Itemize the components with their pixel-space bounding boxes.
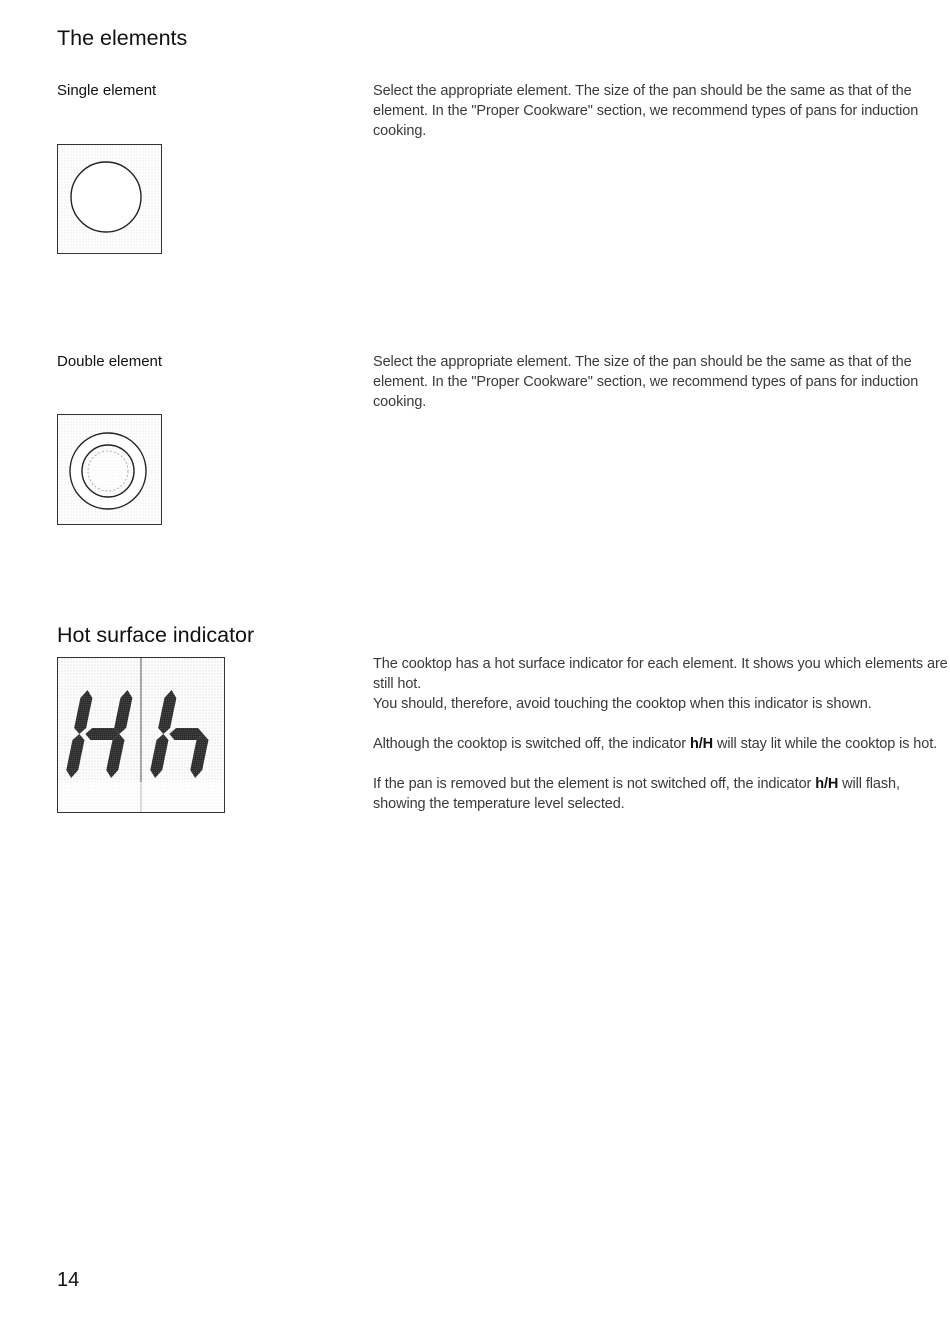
hot-surface-paragraph-3: If the pan is removed but the element is not switched off, the indicator h/H will flash, showing the temperature level selected. [373, 776, 900, 812]
indicator-symbol: h/H [815, 776, 839, 792]
indicator-symbol: h/H [689, 736, 714, 752]
hot-surface-indicator-figure [57, 657, 225, 813]
double-element-label: Double element [57, 353, 163, 370]
section-title-hot-surface: Hot surface indicator [57, 623, 255, 647]
hot-surface-display-icon [58, 658, 224, 812]
section-title-elements: The elements [57, 26, 188, 50]
hot-surface-text [373, 654, 948, 814]
double-element-figure [57, 414, 162, 525]
page-number: 14 [57, 1269, 80, 1291]
double-ring-icon [58, 415, 161, 524]
hot-surface-paragraph-1b: You should, therefore, avoid touching the cooktop when this indicator is shown. [373, 696, 872, 712]
single-element-label: Single element [57, 82, 157, 99]
single-element-figure [57, 144, 162, 254]
double-element-text: Select the appropriate element. The size of the pan should be the same as that of the element. In the "Proper Cookware" section, we recommend types of pans for induction cooking. [373, 354, 919, 410]
hot-surface-paragraph-1a: The cooktop has a hot surface indicator for each element. It shows you which elements are still hot. [373, 656, 948, 692]
hot-surface-paragraph-2: Although the cooktop is switched off, the indicator h/H will stay lit while the cooktop is hot. [373, 736, 938, 752]
single-element-text: Select the appropriate element. The size of the pan should be the same as that of the element. In the "Proper Cookware" section, we recommend types of pans for induction cooking. [373, 83, 919, 139]
single-ring-icon [58, 145, 161, 253]
